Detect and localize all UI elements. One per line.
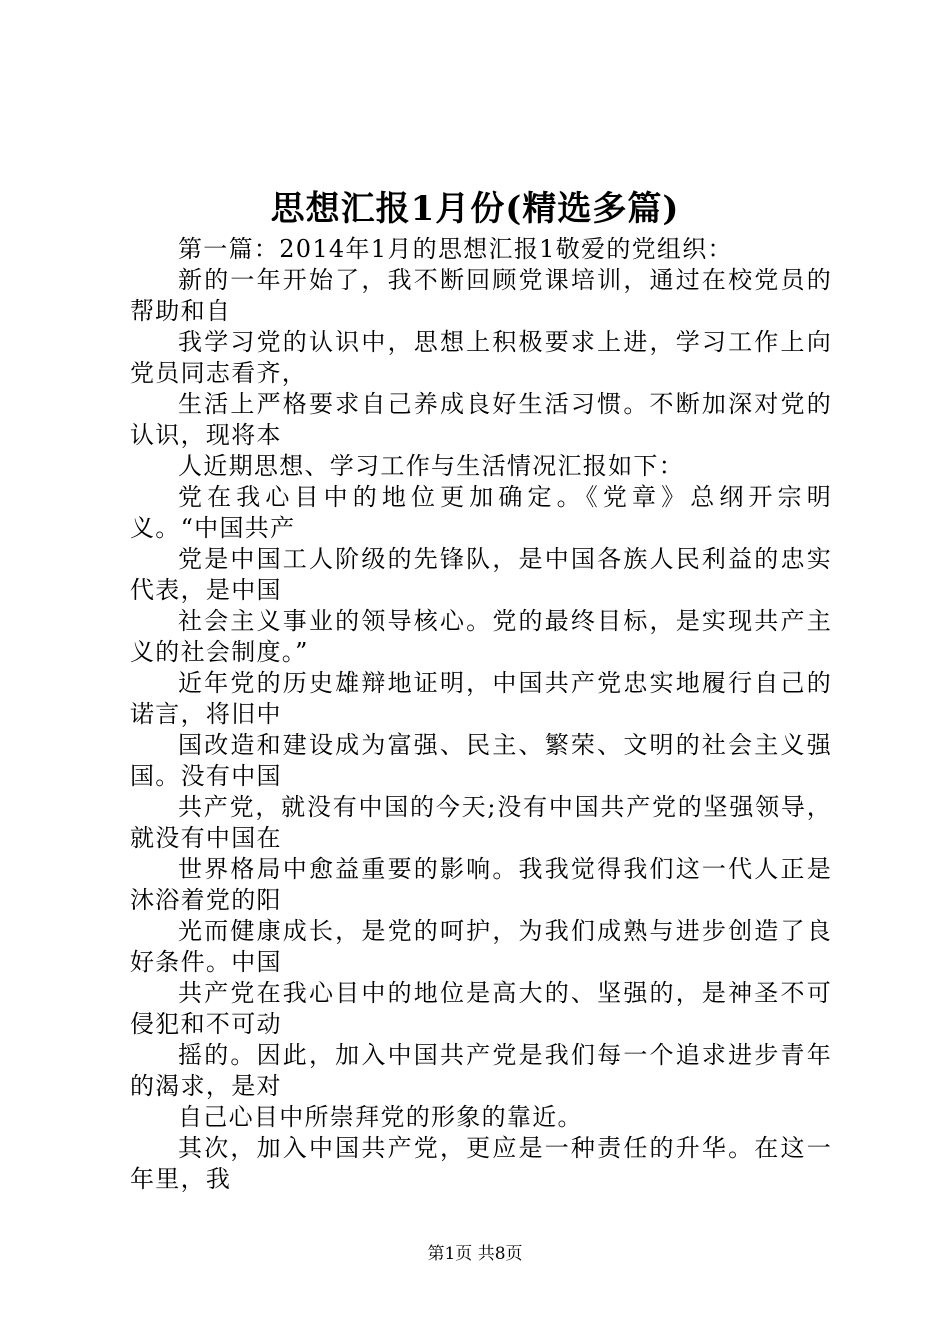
paragraph: 近年党的历史雄辩地证明，中国共产党忠实地履行自己的诺言，将旧中 (130, 669, 832, 728)
paragraph: 生活上严格要求自己养成良好生活习惯。不断加深对党的认识，现将本 (130, 390, 832, 449)
paragraph: 党是中国工人阶级的先锋队，是中国各族人民利益的忠实代表，是中国 (130, 545, 832, 604)
paragraph: 新的一年开始了，我不断回顾党课培训，通过在校党员的帮助和自 (130, 266, 832, 325)
paragraph: 光而健康成长，是党的呵护，为我们成熟与进步创造了良好条件。中国 (130, 917, 832, 976)
page-footer: 第1页 共8页 (427, 1244, 523, 1264)
paragraph: 共产党在我心目中的地位是高大的、坚强的，是神圣不可侵犯和不可动 (130, 979, 832, 1038)
paragraph: 我学习党的认识中，思想上积极要求上进，学习工作上向党员同志看齐， (130, 328, 832, 387)
paragraph: 第一篇：2014年1月的思想汇报1敬爱的党组织： (178, 235, 733, 263)
document-body (130, 234, 832, 1195)
document-title: 思想汇报1月份(精选多篇) (270, 189, 680, 229)
paragraph: 自己心目中所崇拜党的形象的靠近。 (178, 1103, 583, 1131)
paragraph: 其次，加入中国共产党，更应是一种责任的升华。在这一年里，我 (130, 1134, 832, 1193)
paragraph: 世界格局中愈益重要的影响。我我觉得我们这一代人正是沐浴着党的阳 (130, 855, 832, 914)
paragraph: 共产党，就没有中国的今天;没有中国共产党的坚强领导，就没有中国在 (130, 793, 832, 852)
paragraph: 社会主义事业的领导核心。党的最终目标，是实现共产主义的社会制度。” (130, 607, 832, 666)
paragraph: 人近期思想、学习工作与生活情况汇报如下： (178, 452, 684, 480)
paragraph: 国改造和建设成为富强、民主、繁荣、文明的社会主义强国。没有中国 (130, 731, 832, 790)
paragraph: 党在我心目中的地位更加确定。《党章》总纲开宗明义。“中国共产 (130, 483, 832, 542)
paragraph: 摇的。因此，加入中国共产党是我们每一个追求进步青年的渴求，是对 (130, 1041, 832, 1100)
